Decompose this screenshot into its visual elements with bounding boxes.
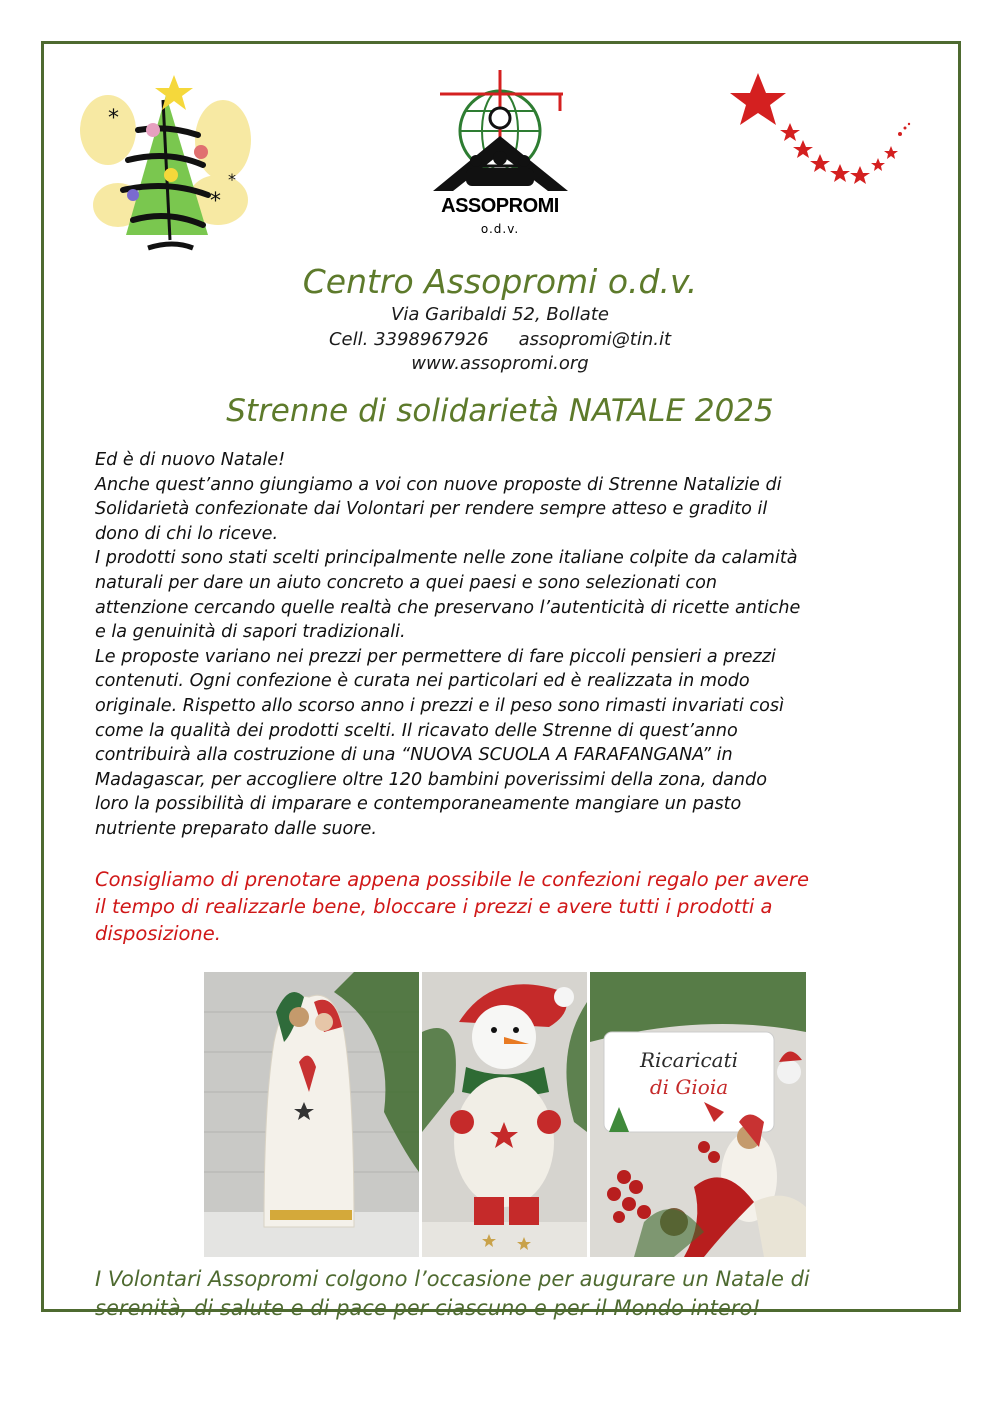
closing-line: serenità, di salute e di pace per ciascuno e per il Mondo intero! [95, 1296, 761, 1320]
page-title: Strenne di solidarietà NATALE 2025 [226, 393, 774, 429]
organization-name: Centro Assopromi o.d.v. [302, 262, 698, 301]
body-line: nutriente preparato dalle suore. [95, 818, 377, 839]
email-link[interactable]: assopromi@tin.it [518, 329, 672, 350]
svg-text:*: * [210, 189, 221, 214]
christmas-tree-icon [78, 70, 253, 255]
body-text [95, 448, 915, 842]
body-line: dono di chi lo riceve. [95, 523, 279, 544]
body-line: attenzione cercando quelle realtà che preservano l’autenticità di ricette antiche [95, 597, 801, 618]
body-line: Madagascar, per accogliere oltre 120 bambini poverissimi della zona, dando [95, 769, 767, 790]
advice-line: Consigliamo di prenotare appena possibile le confezioni regalo per avere [95, 868, 809, 891]
website-link[interactable]: www.assopromi.org [411, 353, 589, 374]
body-line: originale. Rispetto allo scorso anno i prezzi e il peso sono rimasti invariati così [95, 695, 784, 716]
closing-message [95, 1265, 925, 1323]
body-line: contenuti. Ogni confezione è curata nei particolari ed è realizzata in modo [95, 671, 750, 692]
body-line: loro la possibilità di imparare e contemporaneamente mangiare un pasto [95, 794, 742, 815]
body-line: I prodotti sono stati scelti principalmente nelle zone italiane colpite da calamità [95, 548, 798, 569]
nativity-photo [204, 972, 419, 1257]
shooting-star-icon [728, 68, 918, 198]
body-line: contribuirà alla costruzione di una “NUOVA SCUOLA A FARAFANGANA” in [95, 745, 733, 766]
logo-name: ASSOPROMI [441, 195, 559, 217]
body-line: Ed è di nuovo Natale! [95, 450, 286, 470]
gift-basket-photo [590, 972, 806, 1257]
advice-line: il tempo di realizzarle bene, bloccare i prezzi e avere tutti i prodotti a [95, 895, 773, 918]
contact-line [0, 329, 1000, 350]
closing-line: I Volontari Assopromi colgono l’occasione per augurare un Natale di [95, 1267, 810, 1291]
svg-text:*: * [108, 106, 119, 131]
phone-number: Cell. 3398967926 [328, 329, 489, 350]
body-line: Solidarietà confezionate dai Volontari per rendere sempre atteso e gradito il [95, 499, 768, 520]
body-line: Anche quest’anno giungiamo a voi con nuove proposte di Strenne Natalizie di [95, 474, 782, 495]
product-photos [204, 972, 806, 1257]
advice-line: disposizione. [95, 922, 221, 945]
body-line: e la genuinità di sapori tradizionali. [95, 622, 406, 643]
body-line: naturali per dare un aiuto concreto a quei paesi e sono selezionati con [95, 572, 718, 593]
body-line: Le proposte variano nei prezzi per permettere di fare piccoli pensieri a prezzi [95, 646, 776, 667]
sign-line-2: di Gioia [649, 1075, 729, 1099]
svg-text:*: * [228, 170, 236, 189]
address: Via Garibaldi 52, Bollate [391, 304, 609, 325]
logo-subtitle: o.d.v. [480, 222, 520, 236]
booking-advice [95, 866, 915, 947]
sign-line-1: Ricaricati [639, 1048, 739, 1072]
body-line: come la qualità dei prodotti scelti. Il ricavato delle Strenne di quest’anno [95, 720, 738, 741]
snowman-photo [422, 972, 587, 1257]
